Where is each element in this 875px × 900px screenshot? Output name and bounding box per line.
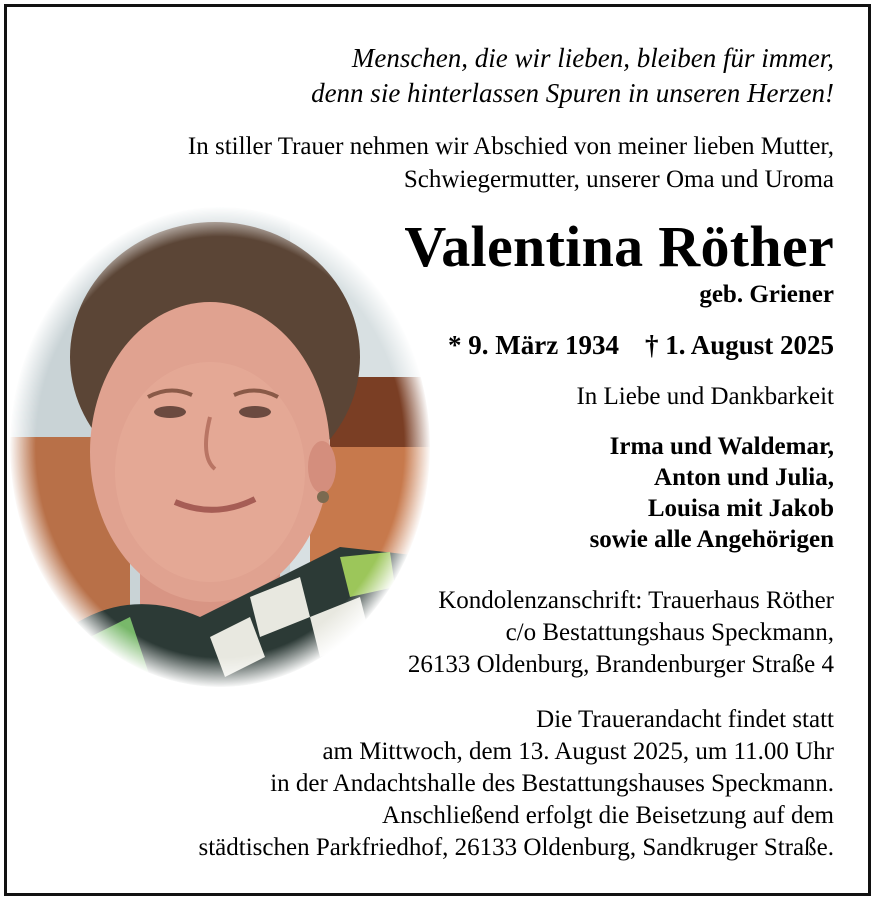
obituary-notice	[4, 4, 871, 896]
condolence-line-3: 26133 Oldenburg, Brandenburger Straße 4	[407, 651, 834, 678]
service-line-4: Anschließend erfolgt die Beisetzung auf dem	[382, 802, 834, 829]
maiden-name: geb. Griener	[699, 281, 834, 308]
death-date: † 1. August 2025	[644, 330, 834, 360]
mourner-line-4: sowie alle Angehörigen	[589, 526, 834, 553]
mourner-line-1: Irma und Waldemar,	[609, 433, 834, 460]
service-line-1: Die Trauerandacht findet statt	[536, 706, 834, 733]
service-line-3: in der Andachtshalle des Bestattungshauses Speckmann.	[270, 770, 834, 797]
birth-date: * 9. März 1934	[448, 330, 619, 360]
mourner-line-2: Anton und Julia,	[654, 464, 834, 491]
service-line-2: am Mittwoch, dem 13. August 2025, um 11.00 Uhr	[322, 738, 834, 765]
portrait-photo	[10, 207, 430, 687]
condolence-line-2: c/o Bestattungshaus Speckmann,	[505, 619, 834, 646]
intro-line-2: Schwiegermutter, unserer Oma und Uroma	[403, 166, 834, 193]
quote-line-2: denn sie hinterlassen Spuren in unseren Herzen!	[311, 78, 834, 108]
mourner-line-3: Louisa mit Jakob	[647, 495, 834, 522]
intro-line-1: In stiller Trauer nehmen wir Abschied von meiner lieben Mutter,	[187, 133, 834, 160]
condolence-line-1: Kondolenzanschrift: Trauerhaus Röther	[438, 587, 834, 614]
life-dates	[448, 329, 834, 361]
service-line-5: städtischen Parkfriedhof, 26133 Oldenburg, Sandkruger Straße.	[198, 834, 834, 861]
mourners-intro: In Liebe und Dankbarkeit	[576, 383, 834, 410]
deceased-name: Valentina Röther	[404, 214, 834, 279]
quote-line-1: Menschen, die wir lieben, bleiben für immer,	[351, 43, 834, 73]
